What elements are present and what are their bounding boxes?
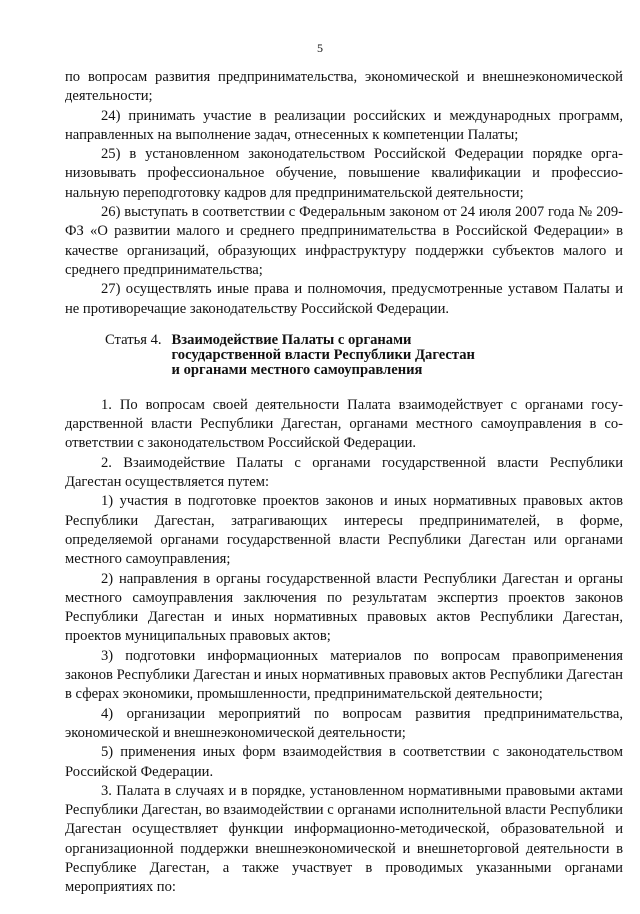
article-label: Статья 4.	[105, 331, 162, 348]
paragraph: по вопросам развития предпринимательства, экономической и внешнеэкономической деятельности;	[65, 69, 623, 105]
paragraph: 24) принимать участие в реализации российских и международных программ, направленных на выполнение задач, отнесенных к компетенции Палаты;	[65, 107, 623, 143]
paragraph: 26) выступать в соответствии с Федеральным законом от 24 июля 2007 года № 209-ФЗ «О развитии малого и среднего предпринимательства в Российской Федерации» в качестве организаций, образующих инфраструктуру поддержки субъектов малого и среднего предпринимательства;	[65, 204, 623, 278]
paragraph: 2) направления в органы государственной власти Республики Дагестан и органы местного самоуправления заключения по результатам экспертиз проектов законов Республики Дагестан и иных нормативных правовых актов Республики Дагестан, проектов муниципальных правовых актов;	[65, 570, 623, 645]
paragraph: 27) осуществлять иные права и полномочия, предусмотренные уставом Палаты и не противоречащие законодательству Российской Федерации.	[65, 281, 623, 317]
paragraph: 3) подготовки информационных материалов по вопросам правоприменения законов Республики Дагестан и иных нормативных правовых актов Республики Дагестан в сферах экономики, промышленности, предпринимательской деятельности;	[65, 647, 623, 703]
paragraphs-before	[65, 68, 623, 319]
paragraphs-after	[65, 396, 623, 898]
page-number: 5	[317, 41, 323, 55]
article-heading	[105, 333, 623, 378]
paragraph: 25) в установленном законодательством Российской Федерации порядке организовывать профессиональное обучение, повышение квалификации и профессиональную переподготовку кадров для предпринимательской деятельности;	[65, 146, 623, 201]
paragraph: 4) организации мероприятий по вопросам развития предпринимательства, экономической и внешнеэкономической деятельности;	[65, 705, 623, 741]
paragraph: 3. Палата в случаях и в порядке, установленном нормативными правовыми актами Республики Дагестан, во взаимодействии с органами исполнительной власти Республики Дагестан осуществляет функции информационно-методической, образовательной и организационной поддержки внешнеэкономической и внешнеторговой деятельности в Республике Дагестан, а также участвует в проводимых указанными органами мероприятиях по:	[65, 782, 623, 896]
article-title: Взаимодействие Палаты с органами государственной власти Республики Дагестан и органами местного самоуправления	[171, 331, 475, 378]
paragraph: 5) применения иных форм взаимодействия в соответствии с законодательством Российской Федерации.	[65, 744, 623, 780]
paragraph: 1. По вопросам своей деятельности Палата взаимодействует с органами государственной власти Республики Дагестан, органами местного самоуправления в соответствии с законодательством Российской Федерации.	[65, 396, 623, 452]
paragraph: 2. Взаимодействие Палаты с органами государственной власти Республики Дагестан осуществляется путем:	[65, 454, 623, 491]
paragraph: 1) участия в подготовке проектов законов и иных нормативных правовых актов Республики Дагестан, затрагивающих интересы предпринимателей, в форме, определяемой органами государственной власти Республики Дагестан или органами местного самоуправления;	[65, 493, 623, 568]
document-body	[65, 68, 623, 898]
